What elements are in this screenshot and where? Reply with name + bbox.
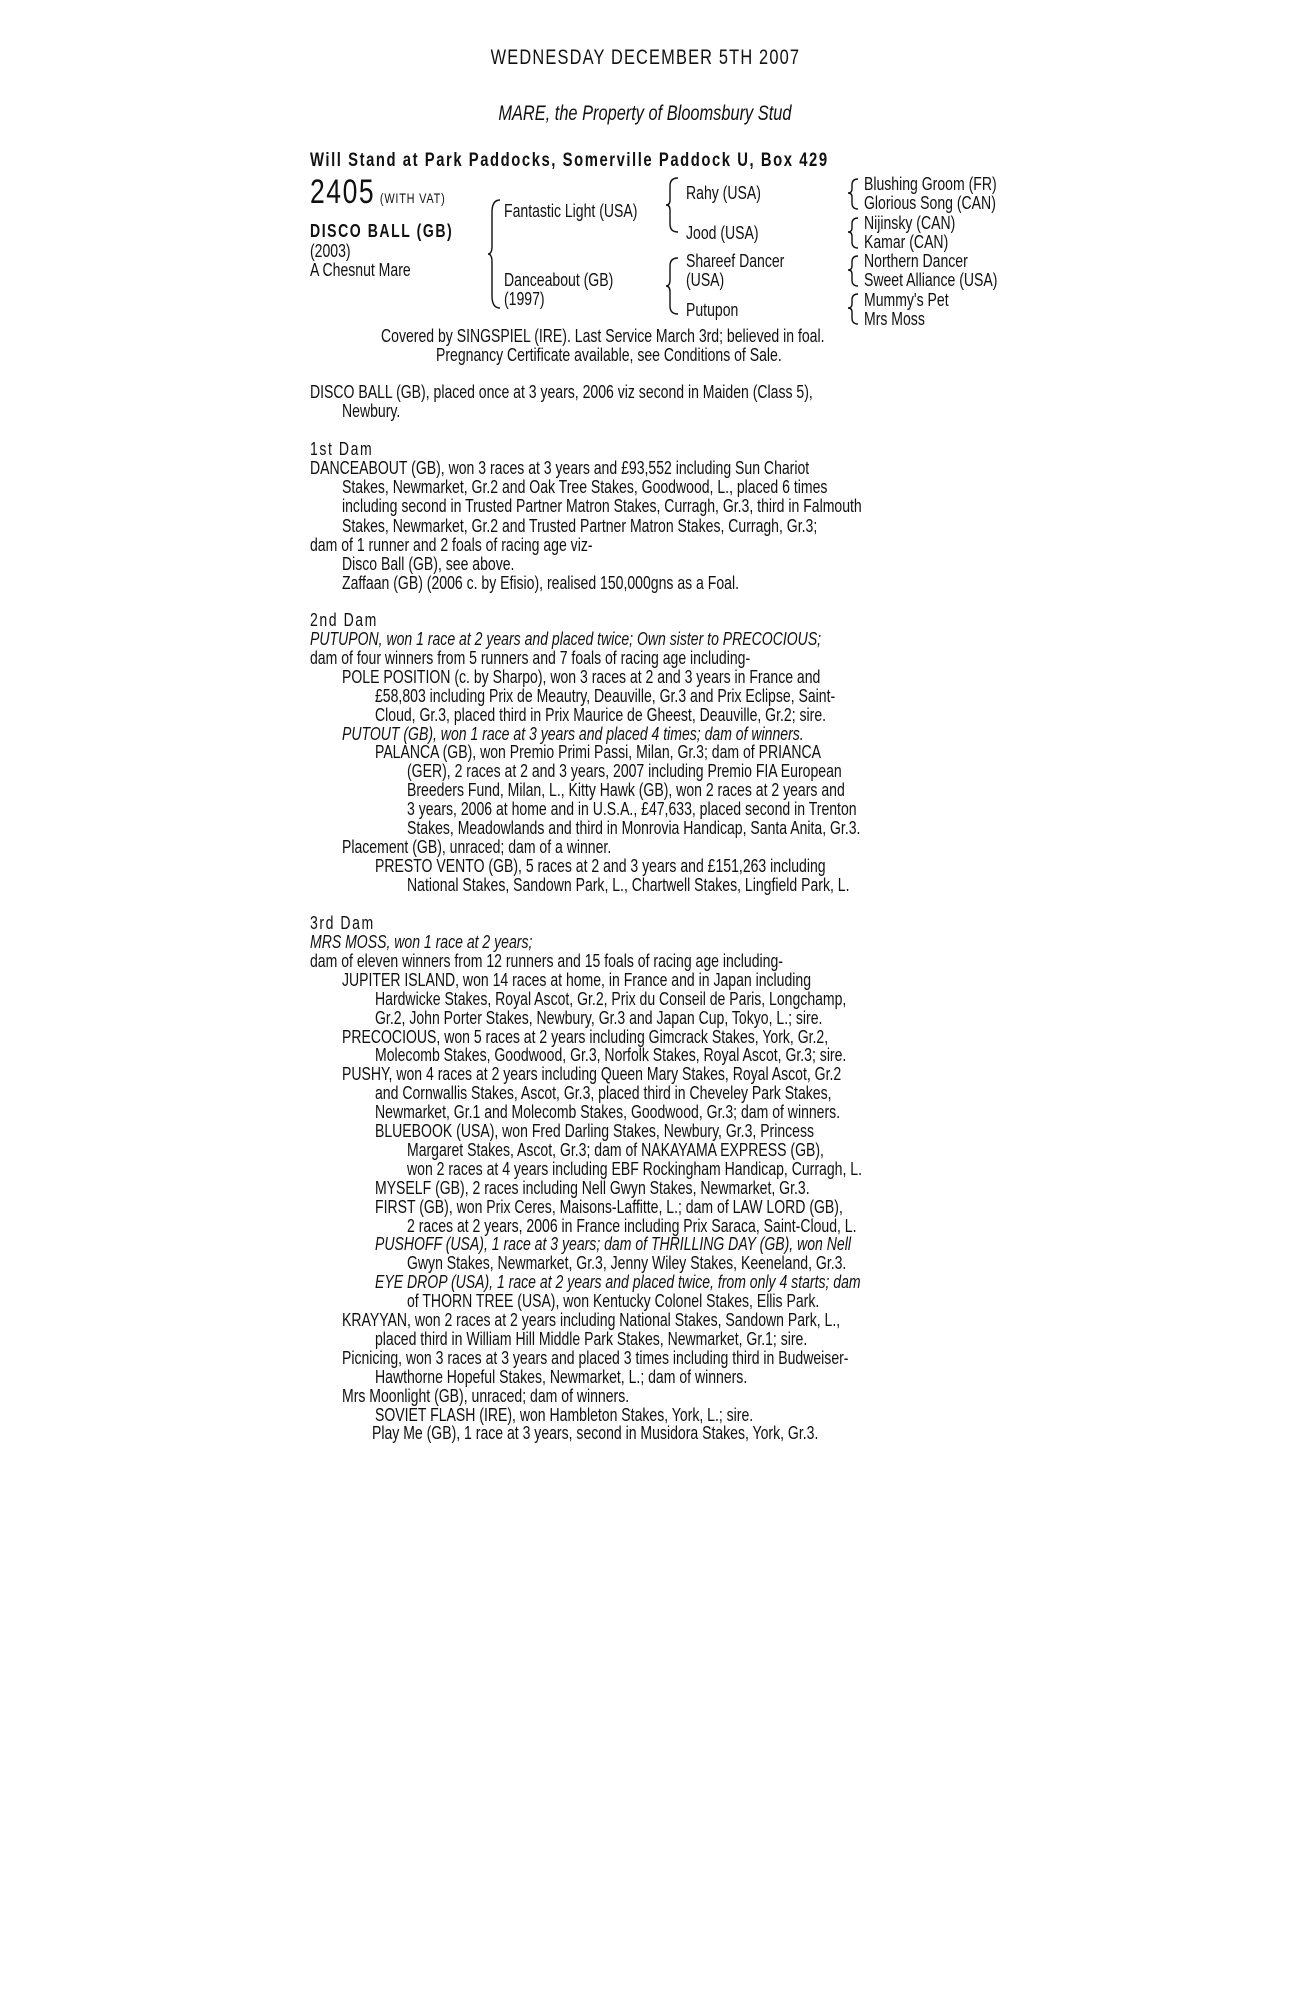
dam3-line: Molecomb Stakes, Goodwood, Gr.3, Norfolk Stakes, Royal Ascot, Gr.3; sire. xyxy=(375,1045,847,1065)
pedigree-dam: Danceabout (GB) xyxy=(504,270,614,290)
dam3-line: JUPITER ISLAND, won 14 races at home, in France and in Japan including xyxy=(342,970,812,990)
dam3-line: Picnicing, won 3 races at 3 years and placed 3 times including third in Budweiser- xyxy=(342,1348,849,1368)
dam3-line: BLUEBOOK (USA), won Fred Darling Stakes, Newbury, Gr.3, Princess xyxy=(375,1121,815,1141)
dam1-line: including second in Trusted Partner Matron Stakes, Curragh, Gr.3, third in Falmouth xyxy=(342,496,862,516)
pedigree-brace-g34 xyxy=(846,216,860,250)
section-heading-1st-dam: 1st Dam xyxy=(310,439,374,459)
dam3-line: Gwyn Stakes, Newmarket, Gr.3, Jenny Wiley Stakes, Keeneland, Gr.3. xyxy=(407,1253,847,1273)
pedigree-sire: Fantastic Light (USA) xyxy=(504,201,638,221)
dam2-line: 3 years, 2006 at home and in U.S.A., £47,633, placed second in Trenton xyxy=(407,799,857,819)
dam1-line: Zaffaan (GB) (2006 c. by Efisio), realised 150,000gns as a Foal. xyxy=(342,573,739,593)
dam3-line: KRAYYAN, won 2 races at 2 years including National Stakes, Sandown Park, L., xyxy=(342,1310,841,1330)
dam3-line: Play Me (GB), 1 race at 3 years, second in Musidora Stakes, York, Gr.3. xyxy=(372,1423,819,1443)
dam3-line: Newmarket, Gr.1 and Molecomb Stakes, Goodwood, Gr.3; dam of winners. xyxy=(375,1102,841,1122)
dam2-line: POLE POSITION (c. by Sharpo), won 3 races at 2 and 3 years in France and xyxy=(342,667,821,687)
dam2-line: dam of four winners from 5 runners and 7 foals of racing age including- xyxy=(310,648,751,668)
lot-subtitle: MARE, the Property of Bloomsbury Stud xyxy=(498,102,792,125)
dam2-line: £58,803 including Prix de Meautry, Deauville, Gr.3 and Prix Eclipse, Saint- xyxy=(375,686,836,706)
dam3-line: placed third in William Hill Middle Park Stakes, Newmarket, Gr.1; sire. xyxy=(375,1329,808,1349)
pedigree-g7: Mummy's Pet xyxy=(864,290,949,310)
dam1-line: Disco Ball (GB), see above. xyxy=(342,554,515,574)
dam2-line: Stakes, Meadowlands and third in Monrovia Handicap, Santa Anita, Gr.3. xyxy=(407,818,861,838)
dam3-line: PUSHY, won 4 races at 2 years including Queen Mary Stakes, Royal Ascot, Gr.2 xyxy=(342,1064,842,1084)
horse-name: DISCO BALL (GB) xyxy=(310,221,454,241)
pedigree-brace-g12 xyxy=(846,177,860,211)
dam3-line: SOVIET FLASH (IRE), won Hambleton Stakes, York, L.; sire. xyxy=(375,1405,754,1425)
dam2-line: Breeders Fund, Milan, L., Kitty Hawk (GB), won 2 races at 2 years and xyxy=(407,780,845,800)
dam3-line: 2 races at 2 years, 2006 in France including Prix Saraca, Saint-Cloud, L. xyxy=(407,1216,857,1236)
covering-note: Covered by SINGSPIEL (IRE). Last Service March 3rd; believed in foal. xyxy=(381,326,825,346)
pedigree-g8: Mrs Moss xyxy=(864,309,925,329)
dam3-line: Mrs Moonlight (GB), unraced; dam of winners. xyxy=(342,1386,630,1406)
pedigree-brace-main xyxy=(488,198,502,310)
dam3-line: FIRST (GB), won Prix Ceres, Maisons-Laffitte, L.; dam of LAW LORD (GB), xyxy=(375,1197,843,1217)
stand-location: Will Stand at Park Paddocks, Somerville Paddock U, Box 429 xyxy=(310,150,829,171)
dam1-line: dam of 1 runner and 2 foals of racing age viz- xyxy=(310,535,593,555)
dam3-line: Hawthorne Hopeful Stakes, Newmarket, L.; dam of winners. xyxy=(375,1367,748,1387)
dam3-line: Hardwicke Stakes, Royal Ascot, Gr.2, Prix du Conseil de Paris, Longchamp, xyxy=(375,989,847,1009)
dam3-line: MRS MOSS, won 1 race at 2 years; xyxy=(310,932,533,952)
dam2-line: Cloud, Gr.3, placed third in Prix Maurice de Gheest, Deauville, Gr.2; sire. xyxy=(375,705,827,725)
pregnancy-note: Pregnancy Certificate available, see Conditions of Sale. xyxy=(436,345,782,365)
dam3-line: and Cornwallis Stakes, Ascot, Gr.3, placed third in Cheveley Park Stakes, xyxy=(375,1083,832,1103)
dam3-line: PUSHOFF (USA), 1 race at 3 years; dam of THRILLING DAY (GB), won Nell xyxy=(375,1234,851,1254)
intro-line: DISCO BALL (GB), placed once at 3 years, 2006 viz second in Maiden (Class 5), xyxy=(310,382,813,402)
dam2-line: PRESTO VENTO (GB), 5 races at 2 and 3 years and £151,263 including xyxy=(375,856,826,876)
dam2-line: PUTUPON, won 1 race at 2 years and placed twice; Own sister to PRECOCIOUS; xyxy=(310,629,822,649)
pedigree-brace-g56 xyxy=(846,254,860,288)
dam1-line: Stakes, Newmarket, Gr.2 and Oak Tree Stakes, Goodwood, L., placed 6 times xyxy=(342,477,828,497)
pedigree-g4: Kamar (CAN) xyxy=(864,232,949,252)
lot-number: 2405 (WITH VAT) xyxy=(310,173,446,211)
section-heading-3rd-dam: 3rd Dam xyxy=(310,913,375,933)
dam3-line: won 2 races at 4 years including EBF Rockingham Handicap, Curragh, L. xyxy=(407,1159,862,1179)
pedigree-dam-year: (1997) xyxy=(504,289,545,309)
horse-description: A Chesnut Mare xyxy=(310,260,411,280)
dam1-line: DANCEABOUT (GB), won 3 races at 3 years and £93,552 including Sun Chariot xyxy=(310,458,810,478)
section-heading-2nd-dam: 2nd Dam xyxy=(310,610,378,630)
pedigree-dam-sire: Shareef Dancer xyxy=(686,251,785,271)
dam2-line: PUTOUT (GB), won 1 race at 3 years and placed 4 times; dam of winners. xyxy=(342,724,804,744)
dam2-line: Placement (GB), unraced; dam of a winner. xyxy=(342,837,612,857)
dam3-line: Margaret Stakes, Ascot, Gr.3; dam of NAKAYAMA EXPRESS (GB), xyxy=(407,1140,824,1160)
dam2-line: (GER), 2 races at 2 and 3 years, 2007 including Premio FIA European xyxy=(407,761,842,781)
dam3-line: EYE DROP (USA), 1 race at 2 years and placed twice, from only 4 starts; dam xyxy=(375,1272,861,1292)
dam2-line: National Stakes, Sandown Park, L., Chartwell Stakes, Lingfield Park, L. xyxy=(407,875,850,895)
pedigree-sire-sire: Rahy (USA) xyxy=(686,183,761,203)
dam1-line: Stakes, Newmarket, Gr.2 and Trusted Partner Matron Stakes, Curragh, Gr.3; xyxy=(342,516,818,536)
pedigree-dam-dam: Putupon xyxy=(686,300,739,320)
sale-date: WEDNESDAY DECEMBER 5TH 2007 xyxy=(490,46,800,69)
intro-line: Newbury. xyxy=(342,401,401,421)
horse-year: (2003) xyxy=(310,241,351,261)
pedigree-g1: Blushing Groom (FR) xyxy=(864,174,997,194)
dam3-line: PRECOCIOUS, won 5 races at 2 years including Gimcrack Stakes, York, Gr.2, xyxy=(342,1027,829,1047)
pedigree-g2: Glorious Song (CAN) xyxy=(864,193,996,213)
pedigree-brace-dam xyxy=(666,256,680,316)
pedigree-g5: Northern Dancer xyxy=(864,251,968,271)
dam3-line: dam of eleven winners from 12 runners and 15 foals of racing age including- xyxy=(310,951,783,971)
pedigree-brace-g78 xyxy=(846,292,860,326)
dam2-line: PALANCA (GB), won Premio Primi Passi, Milan, Gr.3; dam of PRIANCA xyxy=(375,742,822,762)
pedigree-g3: Nijinsky (CAN) xyxy=(864,213,956,233)
dam3-line: of THORN TREE (USA), won Kentucky Colonel Stakes, Ellis Park. xyxy=(407,1291,820,1311)
pedigree-dam-sire-country: (USA) xyxy=(686,270,725,290)
dam3-line: Gr.2, John Porter Stakes, Newbury, Gr.3 and Japan Cup, Tokyo, L.; sire. xyxy=(375,1008,823,1028)
dam3-line: MYSELF (GB), 2 races including Nell Gwyn Stakes, Newmarket, Gr.3. xyxy=(375,1178,810,1198)
pedigree-sire-dam: Jood (USA) xyxy=(686,223,759,243)
pedigree-g6: Sweet Alliance (USA) xyxy=(864,270,998,290)
